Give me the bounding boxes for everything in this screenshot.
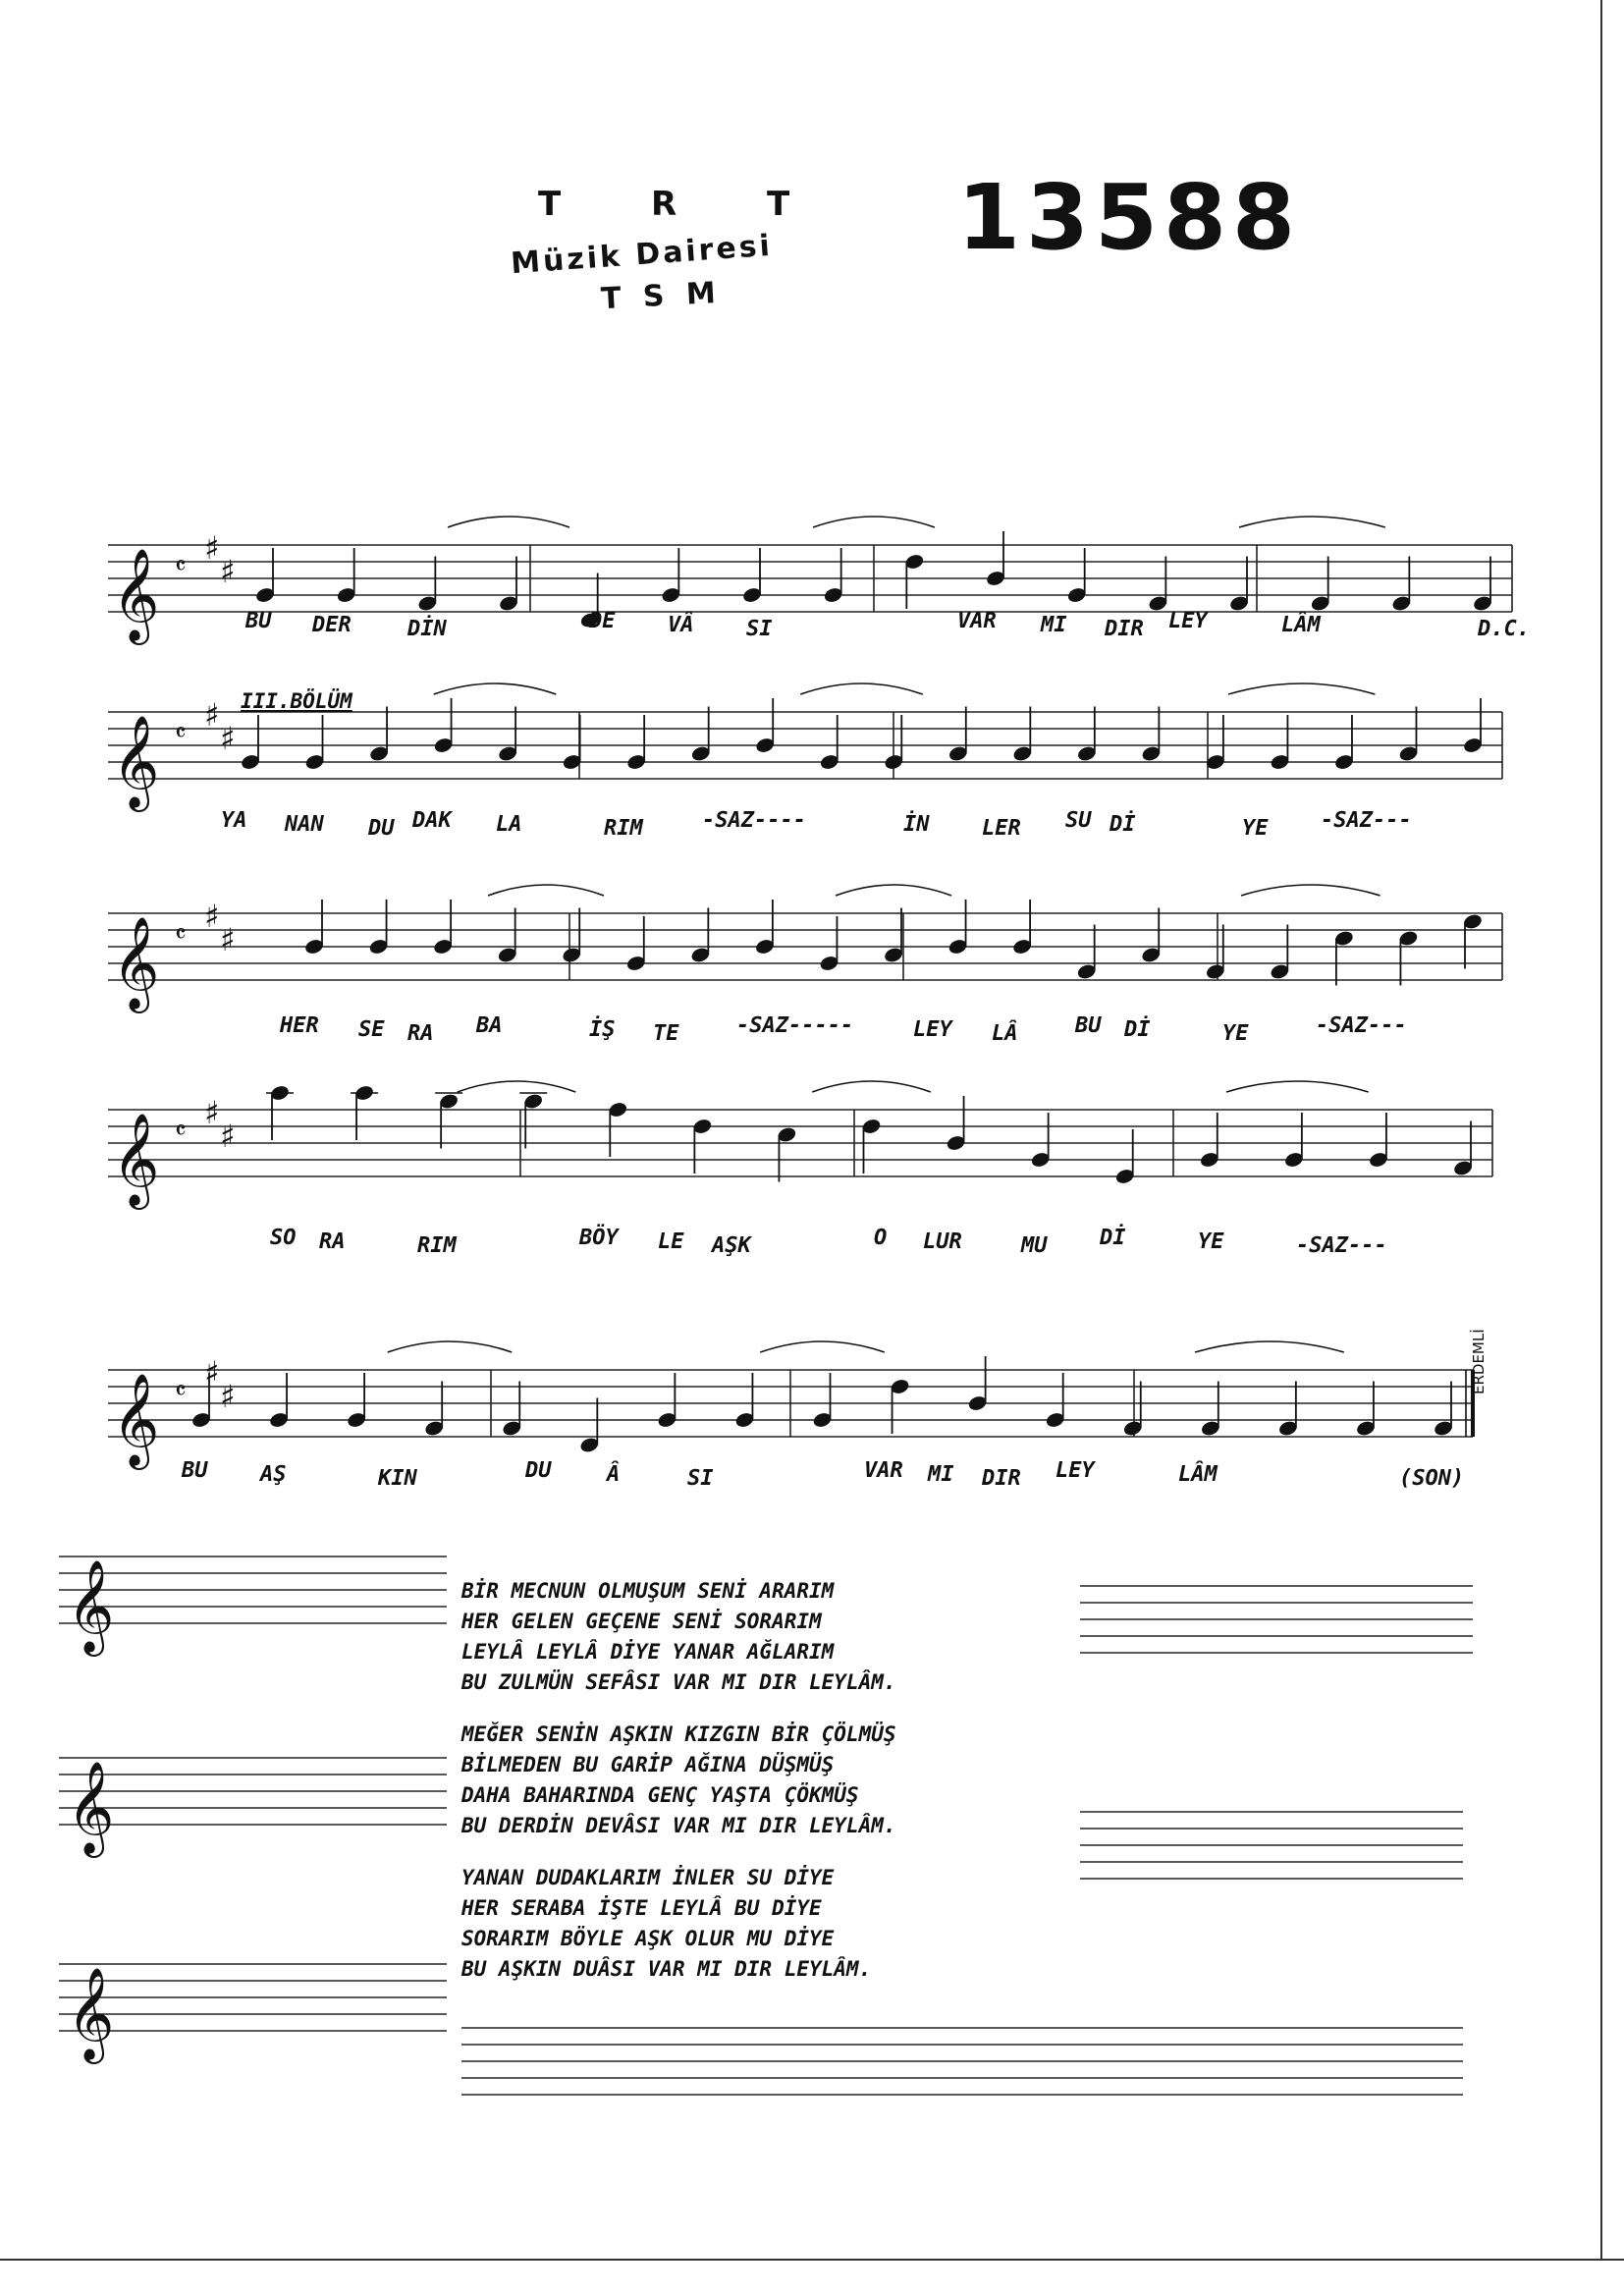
slur: [458, 1081, 576, 1092]
sharp-sign: ♯: [204, 898, 220, 935]
lyric-syllable: SE: [358, 1017, 385, 1042]
lyric-syllable: DU: [525, 1458, 552, 1483]
section-label: III.BÖLÜM: [241, 689, 352, 713]
verse-line: BU ZULMÜN SEFÂSI VAR MI DIR LEYLÂM.: [461, 1670, 896, 1694]
verse-line: LEYLÂ LEYLÂ DİYE YANAR AĞLARIM: [461, 1640, 835, 1664]
stanza-2: [461, 1720, 1090, 1841]
sharp-sign: ♯: [220, 921, 236, 958]
sharp-sign: ♯: [204, 1354, 220, 1392]
sharp-sign: ♯: [204, 696, 220, 734]
lyric-syllable: -SAZ-----: [736, 1013, 854, 1038]
lyric-syllable: O: [874, 1226, 888, 1250]
slur: [448, 517, 569, 527]
stanza-3: [461, 1863, 1090, 1985]
slur: [813, 517, 935, 527]
verse-line: BU AŞKIN DUÂSI VAR MI DIR LEYLÂM.: [461, 1957, 872, 1981]
treble-clef: 𝄞: [67, 1559, 115, 1653]
verse-line: HER GELEN GEÇENE SENİ SORARIM: [461, 1610, 822, 1633]
slur: [836, 885, 951, 896]
lyric-syllable: HER: [280, 1013, 319, 1038]
time-signature: 𝄴: [175, 719, 187, 748]
slur: [434, 683, 557, 694]
lyric-syllable: RIM: [417, 1233, 457, 1258]
lyric-syllable: MI: [1041, 613, 1067, 637]
sharp-sign: ♯: [220, 1118, 236, 1155]
lyric-syllable: LA: [496, 812, 522, 837]
lyric-syllable: RA: [319, 1229, 346, 1254]
lyric-syllable: MU: [1021, 1233, 1048, 1258]
lyric-syllable: YE: [1222, 1021, 1249, 1046]
verse-line: YANAN DUDAKLARIM İNLER SU DİYE: [461, 1866, 835, 1889]
lyric-syllable: Dİ: [1100, 1226, 1126, 1250]
slur: [1195, 1341, 1344, 1352]
lyrics-block: [461, 1576, 1090, 2006]
slur: [760, 1341, 885, 1352]
lyric-syllable: YE: [1242, 816, 1269, 841]
lyric-syllable: LEY: [1056, 1458, 1095, 1483]
treble-clef: 𝄞: [112, 916, 160, 1010]
lyric-syllable: VAR: [864, 1458, 903, 1483]
sharp-sign: ♯: [220, 720, 236, 757]
verse-line: BİR MECNUN OLMUŞUM SENİ ARARIM: [461, 1579, 835, 1603]
lyric-syllable: AŞK: [712, 1233, 751, 1258]
lyric-syllable: YE: [1198, 1229, 1224, 1254]
sharp-sign: ♯: [220, 1378, 236, 1415]
lyric-syllable: DER: [312, 613, 352, 637]
lyric-syllable: Â: [607, 1462, 621, 1487]
treble-clef: 𝄞: [112, 548, 160, 641]
treble-clef: 𝄞: [112, 1373, 160, 1466]
lyric-syllable: SO: [270, 1226, 297, 1250]
verse-line: HER SERABA İŞTE LEYLÂ BU DİYE: [461, 1896, 822, 1920]
slur: [812, 1081, 931, 1092]
slur: [800, 683, 923, 694]
page-border-right: [1600, 0, 1602, 2259]
sharp-sign: ♯: [204, 529, 220, 567]
slur: [388, 1341, 513, 1352]
verse-line: SORARIM BÖYLE AŞK OLUR MU DİYE: [461, 1927, 835, 1950]
treble-clef: 𝄞: [112, 1113, 160, 1206]
lyric-syllable: DİN: [407, 617, 447, 641]
lyric-syllable: -SAZ---: [1316, 1013, 1407, 1038]
lyric-syllable: -SAZ---: [1296, 1233, 1387, 1258]
trt-stamp-letters: T R T: [538, 185, 830, 224]
trt-stamp-tsm: T S M: [600, 275, 723, 317]
lyric-syllable: LUR: [923, 1229, 962, 1254]
time-signature: 𝄴: [175, 920, 187, 950]
lyric-syllable: -SAZ----: [702, 808, 806, 833]
arranger-signature: ERDEMLİ: [1470, 1329, 1488, 1394]
lyric-syllable: BU: [245, 609, 272, 633]
time-signature: 𝄴: [175, 1377, 187, 1406]
lyric-syllable: D.C.: [1478, 617, 1530, 641]
lyric-syllable: RIM: [604, 816, 643, 841]
verse-line: BİLMEDEN BU GARİP AĞINA DÜŞMÜŞ: [461, 1753, 835, 1776]
lyric-syllable: TE: [653, 1021, 679, 1046]
lyric-syllable: VAR: [957, 609, 997, 633]
verse-line: MEĞER SENİN AŞKIN KIZGIN BİR ÇÖLMÜŞ: [461, 1722, 896, 1746]
slur: [1241, 885, 1380, 896]
verse-line: DAHA BAHARINDA GENÇ YAŞTA ÇÖKMÜŞ: [461, 1783, 859, 1807]
verse-line: BU DERDİN DEVÂSI VAR MI DIR LEYLÂM.: [461, 1814, 896, 1837]
lyric-syllable: Dİ: [1124, 1017, 1151, 1042]
time-signature: 𝄴: [175, 552, 187, 581]
lyric-syllable: DU: [368, 816, 395, 841]
lyric-syllable: BU: [182, 1458, 208, 1483]
lyric-syllable: VÂ: [668, 613, 694, 637]
lyric-syllable: DE: [589, 609, 616, 633]
slur: [1226, 1081, 1369, 1092]
lyric-syllable: LE: [658, 1229, 684, 1254]
lyric-syllable: DAK: [412, 808, 452, 833]
slur: [488, 885, 604, 896]
lyric-syllable: NAN: [285, 812, 324, 837]
slur: [1239, 517, 1385, 527]
lyric-syllable: LER: [982, 816, 1021, 841]
lyric-syllable: -SAZ---: [1321, 808, 1412, 833]
lyric-syllable: DIR: [982, 1466, 1021, 1491]
lyric-syllable: BU: [1075, 1013, 1102, 1038]
stanza-1: [461, 1576, 1090, 1698]
slur: [1228, 683, 1375, 694]
treble-clef: 𝄞: [67, 1967, 115, 2060]
lyric-syllable: AŞ: [260, 1462, 287, 1487]
lyric-syllable: DIR: [1105, 617, 1144, 641]
treble-clef: 𝄞: [67, 1761, 115, 1854]
lyric-syllable: LÂ: [992, 1021, 1018, 1046]
lyric-syllable: İŞ: [589, 1017, 616, 1042]
treble-clef: 𝄞: [112, 715, 160, 808]
time-signature: 𝄴: [175, 1117, 187, 1146]
lyric-syllable: LEY: [1168, 609, 1208, 633]
sharp-sign: ♯: [204, 1094, 220, 1131]
lyric-syllable: LEY: [913, 1017, 952, 1042]
lyric-syllable: MI: [928, 1462, 954, 1487]
lyric-syllable: İN: [903, 812, 930, 837]
lyric-syllable: LÂM: [1178, 1462, 1218, 1487]
trt-stamp-department: Müzik Dairesi: [510, 228, 774, 282]
lyric-syllable: SI: [746, 617, 773, 641]
page-border-bottom: [0, 2259, 1624, 2261]
lyric-syllable: (SON): [1399, 1466, 1465, 1491]
archive-number: 13588: [957, 165, 1302, 270]
lyric-syllable: Dİ: [1110, 812, 1136, 837]
lyric-syllable: LÂM: [1281, 613, 1321, 637]
sharp-sign: ♯: [220, 553, 236, 590]
lyric-syllable: SI: [687, 1466, 714, 1491]
lyric-syllable: BÖY: [579, 1226, 619, 1250]
lyric-syllable: KIN: [378, 1466, 417, 1491]
lyric-syllable: RA: [407, 1021, 434, 1046]
lyric-syllable: BA: [476, 1013, 503, 1038]
lyric-syllable: SU: [1065, 808, 1092, 833]
lyric-syllable: YA: [221, 808, 247, 833]
